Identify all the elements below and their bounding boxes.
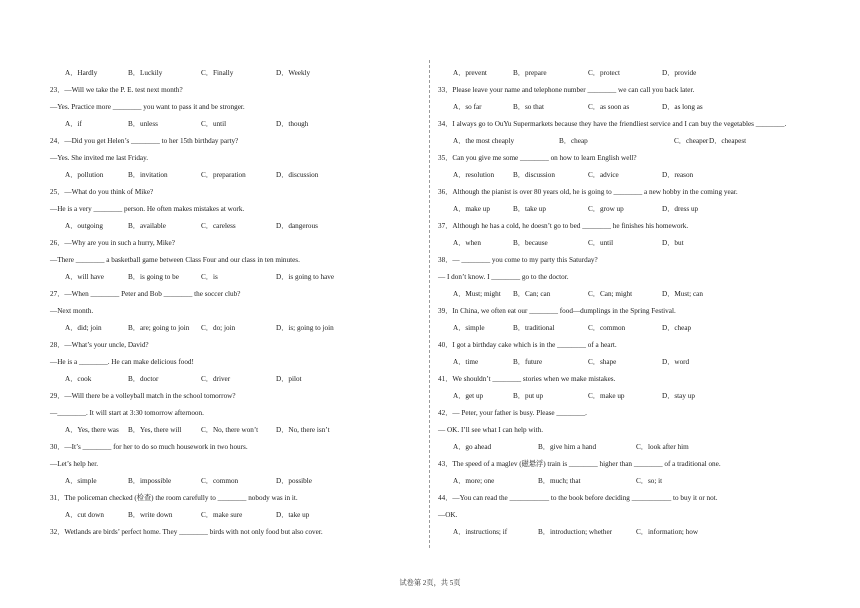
- answer-option: C．protect: [588, 69, 620, 77]
- options-row: [438, 201, 828, 218]
- page-footer: 试卷第 2页，共 5页: [399, 579, 461, 587]
- answer-option: B．so that: [513, 103, 544, 111]
- answer-option: B．write down: [128, 511, 173, 519]
- answer-option: D．discussion: [276, 171, 319, 179]
- question-line: —He is a ________. He can make delicious food!: [50, 358, 194, 366]
- answer-option: D．dangerous: [276, 222, 318, 230]
- question-line: — I don’t know. I ________ go to the doctor.: [438, 273, 569, 281]
- answer-option: D．word: [662, 358, 690, 366]
- answer-option: D．dress up: [662, 205, 699, 213]
- question-line: 39．In China, we often eat our ________ food—dumplings in the Spring Festival.: [438, 307, 676, 315]
- question-line: 24．—Did you get Helen’s ________ to her 15th birthday party?: [50, 137, 239, 145]
- answer-option: D．No, there isn’t: [276, 426, 330, 434]
- answer-option: C．until: [588, 239, 614, 247]
- options-row: [438, 133, 828, 150]
- question-line: 40．I got a birthday cake which is in the ________ of a heart.: [438, 341, 617, 349]
- answer-option: B．discussion: [513, 171, 555, 179]
- answer-option: B．future: [513, 358, 543, 366]
- answer-option: A．when: [453, 239, 481, 247]
- answer-option: D．but: [662, 239, 684, 247]
- answer-option: C．advice: [588, 171, 619, 179]
- answer-option: C．shape: [588, 358, 617, 366]
- answer-option: A．Yes, there was: [65, 426, 119, 434]
- question-line: —He is a very ________ person. He often makes mistakes at work.: [50, 205, 245, 213]
- answer-option: B．give him a hand: [538, 443, 597, 451]
- answer-option: D．Must; can: [662, 290, 703, 298]
- options-row: [438, 99, 828, 116]
- answer-option: C．look after him: [636, 443, 689, 451]
- answer-option: C．so; it: [636, 477, 663, 485]
- answer-option: B．Can; can: [513, 290, 551, 298]
- answer-option: D．cheap: [662, 324, 692, 332]
- question-line: 29．—Will there be a volleyball match in the school tomorrow?: [50, 392, 236, 400]
- answer-option: B．take up: [513, 205, 546, 213]
- answer-option: B．available: [128, 222, 166, 230]
- answer-option: C．common: [588, 324, 626, 332]
- question-line: —OK.: [438, 511, 458, 519]
- answer-option: A．go ahead: [453, 443, 492, 451]
- answer-option: B．traditional: [513, 324, 555, 332]
- answer-option: A．more; one: [453, 477, 495, 485]
- answer-option: A．simple: [453, 324, 485, 332]
- question-line: 32．Wetlands are birds’ perfect home. They ________ birds with not only food but also cover.: [50, 528, 323, 536]
- answer-option: C．information; how: [636, 528, 699, 536]
- options-row: [438, 524, 828, 541]
- answer-option: D．Weekly: [276, 69, 311, 77]
- options-row: [438, 65, 828, 82]
- options-row: [438, 167, 828, 184]
- answer-option: C．as soon as: [588, 103, 630, 111]
- question-line: 26．—Why are you in such a hurry, Mike?: [50, 239, 175, 247]
- answer-option: A．if: [65, 120, 82, 128]
- options-row: [50, 473, 422, 490]
- answer-option: D．pilot: [276, 375, 302, 383]
- answer-option: D．possible: [276, 477, 312, 485]
- question-line: 27．—When ________ Peter and Bob ________ the soccer club?: [50, 290, 241, 298]
- question-line: 43．The speed of a maglev (磁悬浮) train is ________ higher than ________ of a traditional one.: [438, 460, 721, 468]
- column-divider: [429, 60, 430, 548]
- options-row: [50, 320, 422, 337]
- answer-option: A．did; join: [65, 324, 102, 332]
- question-line: 44．—You can read the ___________ to the book before deciding ___________ to buy it or not.: [438, 494, 718, 502]
- options-row: [50, 167, 422, 184]
- options-row: [438, 286, 828, 303]
- answer-option: D．take up: [276, 511, 310, 519]
- question-line: —Yes. She invited me last Friday.: [50, 154, 149, 162]
- answer-option: A．Must; might: [453, 290, 501, 298]
- answer-option: B．introduction; whether: [538, 528, 613, 536]
- answer-option: C．until: [201, 120, 227, 128]
- options-row: [438, 439, 828, 456]
- answer-option: B．cheap: [559, 137, 588, 145]
- answer-option: D．as long as: [662, 103, 703, 111]
- question-line: —Let’s help her.: [50, 460, 99, 468]
- options-row: [50, 371, 422, 388]
- answer-option: C．careless: [201, 222, 236, 230]
- question-line: 31．The policeman checked (检查) the room carefully to ________ nobody was in it.: [50, 494, 298, 502]
- options-row: [50, 65, 422, 82]
- answer-option: B．Luckily: [128, 69, 163, 77]
- options-row: [438, 388, 828, 405]
- question-line: 23．—Will we take the P. E. test next month?: [50, 86, 183, 94]
- question-line: 28．—What’s your uncle, David?: [50, 341, 149, 349]
- question-line: 33．Please leave your name and telephone number ________ we can call you back later.: [438, 86, 695, 94]
- answer-option: B．because: [513, 239, 548, 247]
- answer-option: A．simple: [65, 477, 97, 485]
- answer-option: C．common: [201, 477, 239, 485]
- answer-option: A．resolution: [453, 171, 495, 179]
- answer-option: A．outgoing: [65, 222, 103, 230]
- answer-option: C．No, there won’t: [201, 426, 259, 434]
- answer-option: C．grow up: [588, 205, 624, 213]
- options-row: [50, 218, 422, 235]
- answer-option: B．unless: [128, 120, 158, 128]
- answer-option: B．impossible: [128, 477, 172, 485]
- left-column: [50, 65, 422, 541]
- options-row: [50, 507, 422, 524]
- answer-option: A．time: [453, 358, 479, 366]
- question-line: 30．—It’s ________ for her to do so much housework in two hours.: [50, 443, 248, 451]
- answer-option: C．preparation: [201, 171, 246, 179]
- question-line: 41．We shouldn’t ________ stories when we make mistakes.: [438, 375, 616, 383]
- answer-option: A．cook: [65, 375, 92, 383]
- answer-option: A．pollution: [65, 171, 104, 179]
- answer-option: D．reason: [662, 171, 694, 179]
- answer-option: D．is going to have: [276, 273, 335, 281]
- answer-option: D．cheapest: [709, 137, 747, 145]
- options-row: [438, 320, 828, 337]
- answer-option: C．cheaper: [674, 137, 709, 145]
- question-line: 35．Can you give me some ________ on how to learn English well?: [438, 154, 637, 162]
- answer-option: A．get up: [453, 392, 484, 400]
- answer-option: A．will have: [65, 273, 104, 281]
- question-line: —There ________ a basketball game between Class Four and our class in ten minutes.: [50, 256, 300, 264]
- answer-option: B．much; that: [538, 477, 581, 485]
- question-line: 42．— Peter, your father is busy. Please ________.: [438, 409, 587, 417]
- answer-option: D．provide: [662, 69, 697, 77]
- answer-option: C．make sure: [201, 511, 243, 519]
- answer-option: A．prevent: [453, 69, 487, 77]
- answer-option: B．is going to be: [128, 273, 179, 281]
- answer-option: A．so far: [453, 103, 482, 111]
- answer-option: B．are; going to join: [128, 324, 190, 332]
- question-line: 38．— ________ you come to my party this Saturday?: [438, 256, 598, 264]
- answer-option: C．Finally: [201, 69, 234, 77]
- answer-option: A．the most cheaply: [453, 137, 515, 145]
- right-column: [438, 65, 828, 541]
- answer-option: A．Hardly: [65, 69, 98, 77]
- options-row: [438, 473, 828, 490]
- answer-option: C．do; join: [201, 324, 236, 332]
- answer-option: A．instructions; if: [453, 528, 508, 536]
- options-row: [50, 422, 422, 439]
- question-line: — OK. I’ll see what I can help with.: [438, 426, 543, 434]
- answer-option: B．prepare: [513, 69, 547, 77]
- answer-option: C．driver: [201, 375, 231, 383]
- answer-option: D．though: [276, 120, 309, 128]
- answer-option: D．is; going to join: [276, 324, 334, 332]
- answer-option: C．is: [201, 273, 218, 281]
- answer-option: B．doctor: [128, 375, 159, 383]
- answer-option: C．make up: [588, 392, 625, 400]
- question-line: 37．Although he has a cold, he doesn’t go to bed ________ he finishes his homework.: [438, 222, 689, 230]
- question-line: —________. It will start at 3:30 tomorrow afternoon.: [50, 409, 204, 417]
- answer-option: B．Yes, there will: [128, 426, 182, 434]
- question-line: 25．—What do you think of Mike?: [50, 188, 154, 196]
- options-row: [50, 269, 422, 286]
- answer-option: D．stay up: [662, 392, 695, 400]
- question-line: —Next month.: [50, 307, 94, 315]
- question-line: —Yes. Practice more ________ you want to pass it and be stronger.: [50, 103, 245, 111]
- answer-option: B．put up: [513, 392, 544, 400]
- question-line: 36．Although the pianist is over 80 years old, he is going to ________ a new hobby in the coming year.: [438, 188, 738, 196]
- question-line: 34．I always go to OuYu Supermarkets because they have the friendliest service and I can buy the vegetables ________.: [438, 120, 787, 128]
- answer-option: B．invitation: [128, 171, 168, 179]
- answer-option: C．Can; might: [588, 290, 633, 298]
- answer-option: A．make up: [453, 205, 490, 213]
- answer-option: A．cut down: [65, 511, 104, 519]
- options-row: [50, 116, 422, 133]
- options-row: [438, 354, 828, 371]
- options-row: [438, 235, 828, 252]
